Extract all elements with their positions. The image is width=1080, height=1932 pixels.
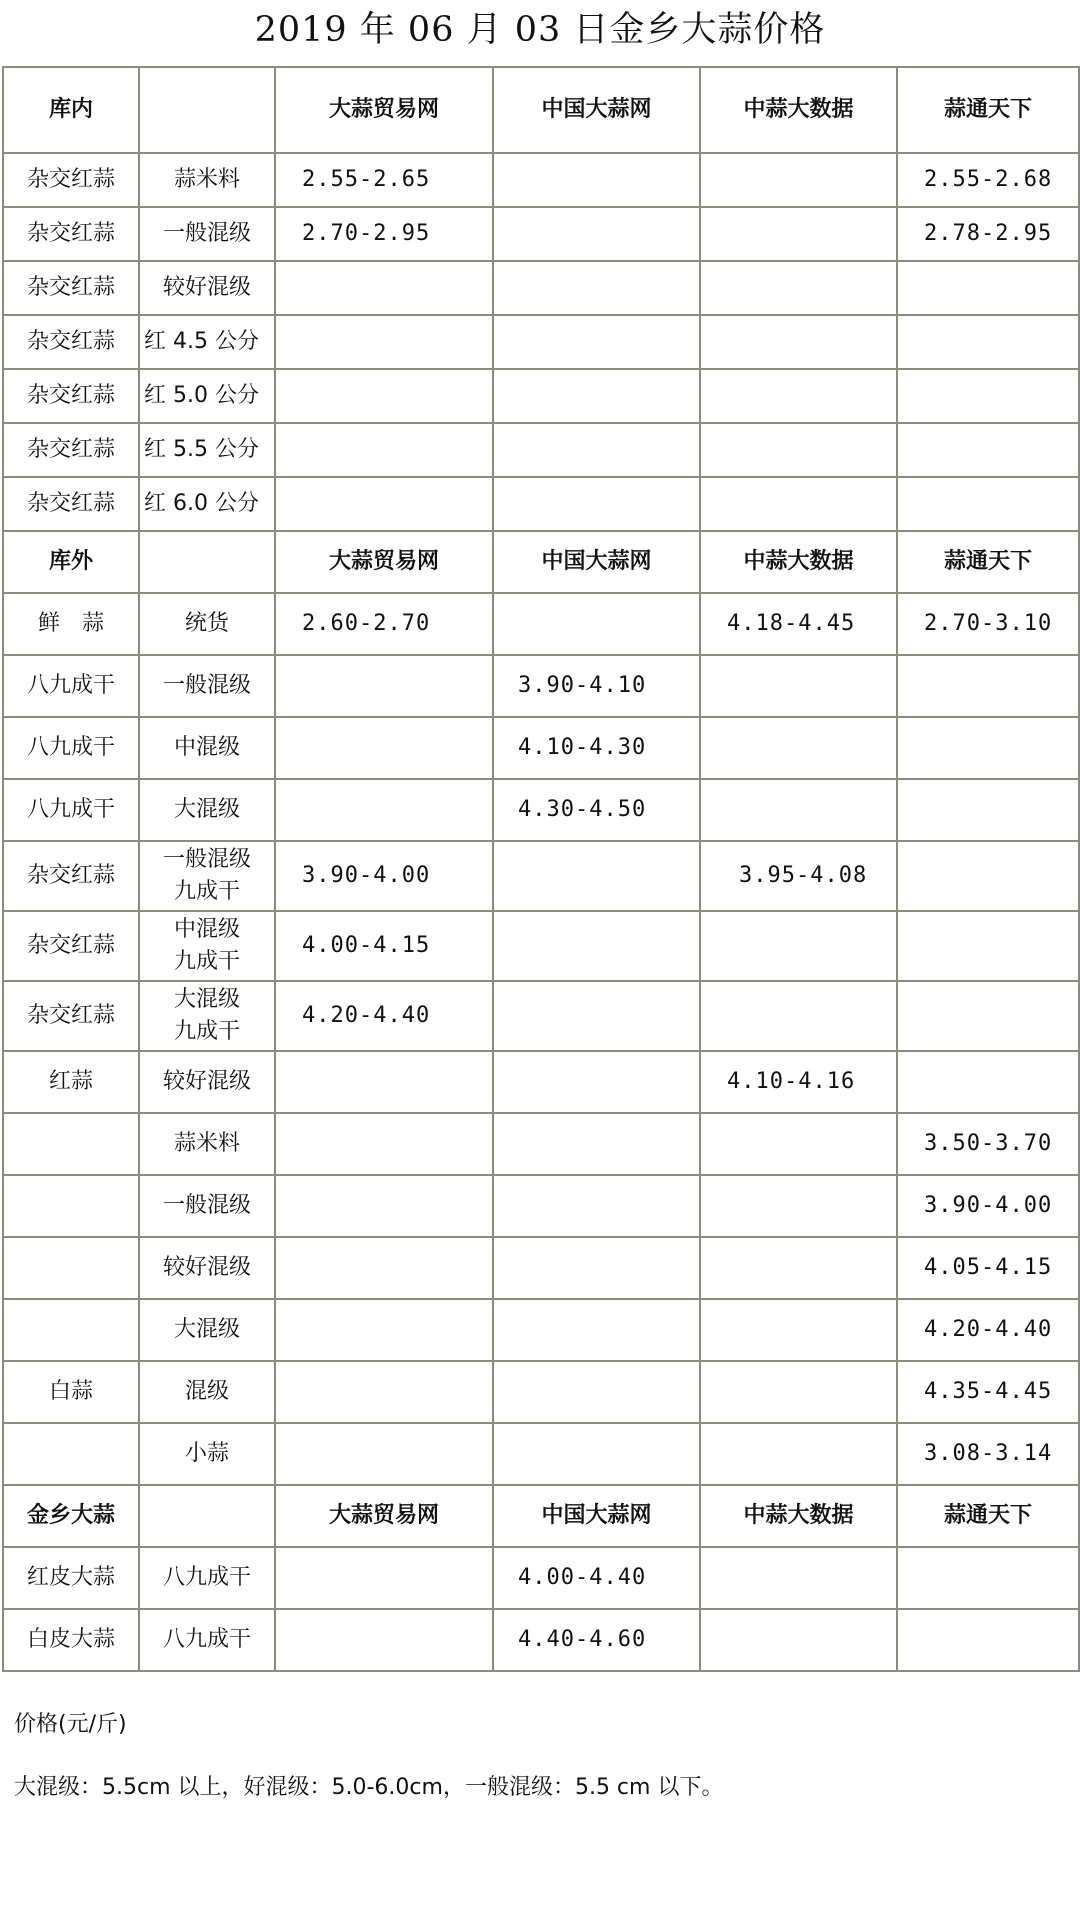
header-zhongguo-dasuan: 中国大蒜网	[493, 531, 700, 593]
price-cell-suantong-tianxia	[897, 315, 1079, 369]
price-cell-zhongsuan-data	[700, 423, 897, 477]
category-cell: 杂交红蒜	[3, 477, 139, 531]
price-cell-suantong-tianxia: 3.50-3.70	[897, 1113, 1079, 1175]
price-cell-zhongguo-dasuan	[493, 369, 700, 423]
grade-cell: 混级	[139, 1361, 275, 1423]
price-cell-zhongsuan-data	[700, 1299, 897, 1361]
price-cell-zhongsuan-data	[700, 655, 897, 717]
price-cell-suantong-tianxia	[897, 369, 1079, 423]
grade-cell: 蒜米料	[139, 153, 275, 207]
price-cell-zhongsuan-data	[700, 369, 897, 423]
price-cell-suantong-tianxia	[897, 1051, 1079, 1113]
price-cell-dasuan-maoyi: 4.20-4.40	[275, 981, 493, 1051]
price-cell-dasuan-maoyi: 2.60-2.70	[275, 593, 493, 655]
price-cell-zhongsuan-data: 4.18-4.45	[700, 593, 897, 655]
price-table	[2, 66, 1080, 1672]
price-cell-zhongguo-dasuan	[493, 1113, 700, 1175]
price-cell-zhongsuan-data	[700, 315, 897, 369]
table-row	[3, 1237, 1079, 1299]
price-cell-zhongguo-dasuan	[493, 911, 700, 981]
grade-cell: 一般混级	[139, 655, 275, 717]
header-grade	[139, 531, 275, 593]
grade-cell	[139, 841, 275, 911]
category-cell	[3, 1237, 139, 1299]
price-cell-dasuan-maoyi	[275, 261, 493, 315]
price-cell-zhongguo-dasuan	[493, 593, 700, 655]
grade-cell	[139, 981, 275, 1051]
price-cell-dasuan-maoyi	[275, 1051, 493, 1113]
price-cell-zhongguo-dasuan: 4.00-4.40	[493, 1547, 700, 1609]
price-cell-suantong-tianxia	[897, 717, 1079, 779]
dryness-line: 九成干	[173, 949, 240, 974]
price-cell-suantong-tianxia: 4.20-4.40	[897, 1299, 1079, 1361]
price-cell-zhongsuan-data	[700, 1175, 897, 1237]
grade-cell: 中混级	[139, 717, 275, 779]
header-category: 库内	[3, 67, 139, 153]
price-cell-zhongsuan-data	[700, 911, 897, 981]
price-cell-dasuan-maoyi: 4.00-4.15	[275, 911, 493, 981]
header-zhongguo-dasuan: 中国大蒜网	[493, 67, 700, 153]
price-cell-zhongsuan-data: 4.10-4.16	[700, 1051, 897, 1113]
header-dasuan-maoyi: 大蒜贸易网	[275, 1485, 493, 1547]
grade-line: 中混级	[173, 917, 240, 942]
category-cell: 杂交红蒜	[3, 911, 139, 981]
price-cell-suantong-tianxia: 2.78-2.95	[897, 207, 1079, 261]
price-cell-zhongsuan-data	[700, 1113, 897, 1175]
price-cell-zhongguo-dasuan	[493, 423, 700, 477]
inside-storage-header-row	[3, 67, 1079, 153]
price-cell-zhongsuan-data	[700, 207, 897, 261]
category-cell: 杂交红蒜	[3, 981, 139, 1051]
price-cell-zhongsuan-data	[700, 153, 897, 207]
category-cell: 八九成干	[3, 717, 139, 779]
jinxiang-garlic-header-row	[3, 1485, 1079, 1547]
category-cell: 八九成干	[3, 779, 139, 841]
price-cell-zhongguo-dasuan	[493, 207, 700, 261]
grade-cell: 统货	[139, 593, 275, 655]
header-category: 库外	[3, 531, 139, 593]
category-cell: 白皮大蒜	[3, 1609, 139, 1671]
header-zhongsuan-data: 中蒜大数据	[700, 531, 897, 593]
header-zhongguo-dasuan: 中国大蒜网	[493, 1485, 700, 1547]
price-cell-suantong-tianxia: 4.05-4.15	[897, 1237, 1079, 1299]
price-cell-dasuan-maoyi	[275, 423, 493, 477]
table-row	[3, 261, 1079, 315]
price-cell-zhongsuan-data	[700, 1237, 897, 1299]
table-row	[3, 1547, 1079, 1609]
dryness-line: 九成干	[173, 879, 240, 904]
grade-cell: 红 5.5 公分	[139, 423, 275, 477]
price-cell-zhongguo-dasuan	[493, 1175, 700, 1237]
category-cell: 杂交红蒜	[3, 207, 139, 261]
table-row	[3, 1609, 1079, 1671]
category-cell	[3, 1423, 139, 1485]
table-row	[3, 841, 1079, 911]
outside-storage-header-row	[3, 531, 1079, 593]
price-cell-suantong-tianxia: 4.35-4.45	[897, 1361, 1079, 1423]
category-cell: 杂交红蒜	[3, 423, 139, 477]
price-cell-suantong-tianxia	[897, 477, 1079, 531]
price-cell-suantong-tianxia	[897, 1547, 1079, 1609]
table-row	[3, 911, 1079, 981]
price-cell-zhongsuan-data	[700, 1547, 897, 1609]
grade-cell: 较好混级	[139, 261, 275, 315]
grade-line: 一般混级	[162, 847, 251, 872]
table-row	[3, 207, 1079, 261]
grade-cell: 较好混级	[139, 1237, 275, 1299]
unit-note: 价格(元/斤)	[14, 1712, 127, 1737]
header-zhongsuan-data: 中蒜大数据	[700, 67, 897, 153]
category-cell	[3, 1175, 139, 1237]
price-cell-dasuan-maoyi	[275, 1547, 493, 1609]
category-cell: 杂交红蒜	[3, 315, 139, 369]
price-cell-zhongsuan-data	[700, 717, 897, 779]
price-cell-suantong-tianxia: 2.55-2.68	[897, 153, 1079, 207]
price-cell-zhongsuan-data	[700, 981, 897, 1051]
price-cell-zhongguo-dasuan	[493, 261, 700, 315]
price-cell-suantong-tianxia	[897, 423, 1079, 477]
table-row	[3, 1113, 1079, 1175]
price-cell-dasuan-maoyi	[275, 717, 493, 779]
price-cell-suantong-tianxia	[897, 261, 1079, 315]
price-cell-dasuan-maoyi: 2.55-2.65	[275, 153, 493, 207]
table-row	[3, 1299, 1079, 1361]
grade-cell: 八九成干	[139, 1609, 275, 1671]
category-cell	[3, 1299, 139, 1361]
price-cell-zhongguo-dasuan: 3.90-4.10	[493, 655, 700, 717]
price-cell-dasuan-maoyi	[275, 655, 493, 717]
table-row	[3, 981, 1079, 1051]
price-cell-zhongsuan-data	[700, 477, 897, 531]
price-cell-zhongguo-dasuan	[493, 1361, 700, 1423]
table-row	[3, 779, 1079, 841]
price-cell-suantong-tianxia	[897, 1609, 1079, 1671]
price-cell-zhongguo-dasuan	[493, 981, 700, 1051]
price-cell-dasuan-maoyi	[275, 779, 493, 841]
grade-legend-note: 大混级：5.5cm 以上，好混级：5.0-6.0cm，一般混级：5.5 cm 以下。	[14, 1775, 724, 1800]
price-cell-suantong-tianxia	[897, 981, 1079, 1051]
grade-cell: 大混级	[139, 779, 275, 841]
price-cell-zhongguo-dasuan	[493, 1051, 700, 1113]
grade-cell: 八九成干	[139, 1547, 275, 1609]
price-cell-suantong-tianxia: 2.70-3.10	[897, 593, 1079, 655]
category-cell: 杂交红蒜	[3, 369, 139, 423]
table-row	[3, 315, 1079, 369]
price-cell-zhongguo-dasuan: 4.40-4.60	[493, 1609, 700, 1671]
price-cell-dasuan-maoyi	[275, 1361, 493, 1423]
table-row	[3, 655, 1079, 717]
category-cell: 红蒜	[3, 1051, 139, 1113]
price-table-body	[3, 67, 1079, 1671]
price-cell-dasuan-maoyi	[275, 1609, 493, 1671]
table-row	[3, 717, 1079, 779]
table-row	[3, 1423, 1079, 1485]
price-cell-dasuan-maoyi	[275, 1299, 493, 1361]
price-cell-zhongsuan-data	[700, 779, 897, 841]
price-cell-suantong-tianxia	[897, 911, 1079, 981]
category-cell: 白蒜	[3, 1361, 139, 1423]
category-cell: 红皮大蒜	[3, 1547, 139, 1609]
price-cell-suantong-tianxia	[897, 779, 1079, 841]
price-cell-dasuan-maoyi	[275, 1423, 493, 1485]
grade-cell: 大混级	[139, 1299, 275, 1361]
grade-line: 大混级	[173, 987, 240, 1012]
price-cell-suantong-tianxia	[897, 841, 1079, 911]
price-cell-dasuan-maoyi	[275, 1237, 493, 1299]
header-grade	[139, 67, 275, 153]
category-cell: 杂交红蒜	[3, 153, 139, 207]
price-cell-suantong-tianxia	[897, 655, 1079, 717]
page-title: 2019 年 06 月 03 日金乡大蒜价格	[254, 10, 826, 50]
grade-cell: 红 5.0 公分	[139, 369, 275, 423]
price-cell-zhongguo-dasuan	[493, 477, 700, 531]
price-cell-zhongguo-dasuan	[493, 315, 700, 369]
header-suantong-tianxia: 蒜通天下	[897, 67, 1079, 153]
price-cell-zhongguo-dasuan: 4.30-4.50	[493, 779, 700, 841]
table-row	[3, 477, 1079, 531]
table-row	[3, 1051, 1079, 1113]
price-cell-zhongsuan-data	[700, 1423, 897, 1485]
table-row	[3, 593, 1079, 655]
price-cell-zhongguo-dasuan	[493, 841, 700, 911]
price-cell-dasuan-maoyi	[275, 315, 493, 369]
header-category: 金乡大蒜	[3, 1485, 139, 1547]
table-row	[3, 423, 1079, 477]
price-cell-zhongsuan-data: 3.95-4.08	[700, 841, 897, 911]
price-cell-dasuan-maoyi	[275, 477, 493, 531]
price-cell-zhongguo-dasuan	[493, 1423, 700, 1485]
price-cell-zhongguo-dasuan	[493, 153, 700, 207]
price-cell-zhongsuan-data	[700, 1609, 897, 1671]
table-row	[3, 369, 1079, 423]
category-cell: 鲜 蒜	[3, 593, 139, 655]
header-suantong-tianxia: 蒜通天下	[897, 531, 1079, 593]
price-cell-dasuan-maoyi	[275, 1113, 493, 1175]
grade-cell: 红 6.0 公分	[139, 477, 275, 531]
grade-cell: 一般混级	[139, 1175, 275, 1237]
dryness-line: 九成干	[173, 1019, 240, 1044]
grade-cell: 一般混级	[139, 207, 275, 261]
price-cell-zhongguo-dasuan: 4.10-4.30	[493, 717, 700, 779]
price-cell-dasuan-maoyi	[275, 1175, 493, 1237]
price-cell-dasuan-maoyi: 3.90-4.00	[275, 841, 493, 911]
category-cell: 杂交红蒜	[3, 841, 139, 911]
category-cell: 杂交红蒜	[3, 261, 139, 315]
price-cell-dasuan-maoyi: 2.70-2.95	[275, 207, 493, 261]
header-zhongsuan-data: 中蒜大数据	[700, 1485, 897, 1547]
grade-cell: 较好混级	[139, 1051, 275, 1113]
price-cell-zhongguo-dasuan	[493, 1237, 700, 1299]
header-dasuan-maoyi: 大蒜贸易网	[275, 67, 493, 153]
price-cell-dasuan-maoyi	[275, 369, 493, 423]
header-suantong-tianxia: 蒜通天下	[897, 1485, 1079, 1547]
price-cell-zhongguo-dasuan	[493, 1299, 700, 1361]
grade-cell: 蒜米料	[139, 1113, 275, 1175]
grade-cell	[139, 911, 275, 981]
category-cell	[3, 1113, 139, 1175]
table-row	[3, 1175, 1079, 1237]
grade-cell: 红 4.5 公分	[139, 315, 275, 369]
price-cell-zhongsuan-data	[700, 1361, 897, 1423]
category-cell: 八九成干	[3, 655, 139, 717]
price-cell-zhongsuan-data	[700, 261, 897, 315]
header-grade	[139, 1485, 275, 1547]
table-row	[3, 153, 1079, 207]
grade-cell: 小蒜	[139, 1423, 275, 1485]
header-dasuan-maoyi: 大蒜贸易网	[275, 531, 493, 593]
price-cell-suantong-tianxia: 3.08-3.14	[897, 1423, 1079, 1485]
table-row	[3, 1361, 1079, 1423]
price-cell-suantong-tianxia: 3.90-4.00	[897, 1175, 1079, 1237]
